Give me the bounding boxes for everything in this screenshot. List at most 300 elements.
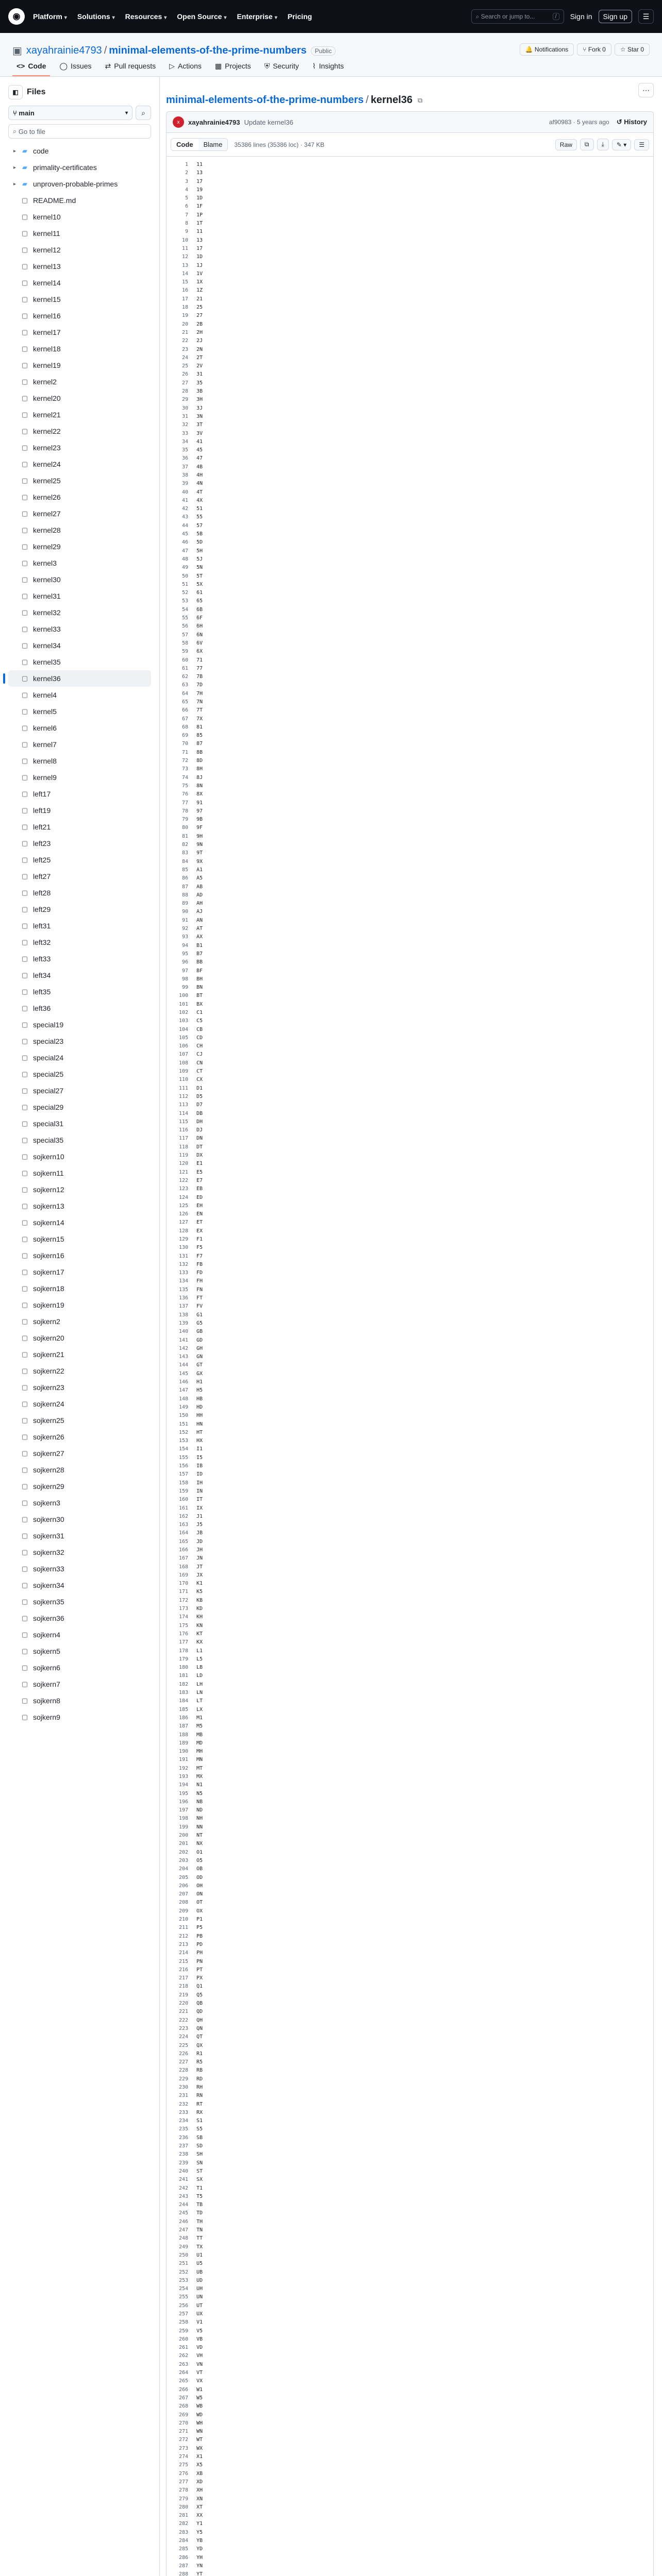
line-number[interactable]: 244 [178,2202,188,2208]
line-number[interactable]: 216 [178,1967,188,1973]
line-number[interactable]: 82 [181,842,188,848]
line-number[interactable]: 203 [178,1857,188,1863]
line-number[interactable]: 131 [178,1253,188,1259]
sidebar-file[interactable] [8,753,151,769]
line-number[interactable]: 75 [181,783,188,789]
line-number[interactable]: 191 [178,1757,188,1763]
line-number[interactable]: 151 [178,1421,188,1427]
sidebar-file[interactable] [8,1231,151,1247]
line-number[interactable]: 51 [181,581,188,587]
line-number[interactable]: 271 [178,2429,188,2435]
sidebar-file[interactable] [8,1462,151,1478]
sidebar-file[interactable] [8,1016,151,1033]
line-number[interactable]: 229 [178,2076,188,2082]
sidebar-file[interactable] [8,1511,151,1528]
more-options-icon[interactable]: ⋯ [638,83,654,97]
sidebar-file[interactable] [8,406,151,423]
line-number[interactable]: 20 [181,321,188,327]
sidebar-file[interactable] [8,637,151,654]
line-number[interactable]: 223 [178,2025,188,2031]
sidebar-file[interactable] [8,967,151,984]
line-number[interactable]: 171 [178,1589,188,1595]
line-number[interactable]: 286 [178,2554,188,2561]
line-number[interactable]: 137 [178,1303,188,1310]
line-number[interactable]: 54 [181,606,188,613]
line-number[interactable]: 90 [181,909,188,915]
sidebar-file[interactable] [8,1033,151,1049]
search-files-icon[interactable]: ⌕ [136,106,151,120]
line-number[interactable]: 93 [181,934,188,940]
line-number[interactable]: 65 [181,699,188,705]
line-number[interactable]: 155 [178,1454,188,1461]
sidebar-file[interactable] [8,604,151,621]
line-number[interactable]: 59 [181,649,188,655]
line-number[interactable]: 199 [178,1824,188,1830]
line-number[interactable]: 235 [178,2126,188,2132]
line-number[interactable]: 43 [181,514,188,520]
line-number[interactable]: 108 [178,1060,188,1066]
line-number[interactable]: 139 [178,1320,188,1326]
sidebar-file[interactable] [8,951,151,967]
branch-selector[interactable] [8,106,133,120]
sidebar-file[interactable] [8,258,151,275]
sidebar-file[interactable] [8,538,151,555]
line-number[interactable]: 217 [178,1975,188,1981]
line-number[interactable]: 114 [178,1110,188,1116]
line-number[interactable]: 76 [181,791,188,798]
line-number[interactable]: 177 [178,1639,188,1646]
line-number[interactable]: 232 [178,2101,188,2107]
line-number[interactable]: 265 [178,2378,188,2384]
line-number[interactable]: 66 [181,707,188,714]
line-number[interactable]: 237 [178,2143,188,2149]
line-number[interactable]: 37 [181,464,188,470]
line-number[interactable]: 64 [181,690,188,697]
line-number[interactable]: 152 [178,1429,188,1435]
line-number[interactable]: 134 [178,1278,188,1284]
line-number[interactable]: 89 [181,901,188,907]
line-number[interactable]: 128 [178,1228,188,1234]
sidebar-file[interactable] [8,456,151,472]
sidebar-file[interactable] [8,1429,151,1445]
line-number[interactable]: 94 [181,942,188,948]
line-number[interactable]: 231 [178,2093,188,2099]
line-number[interactable]: 120 [178,1161,188,1167]
line-number[interactable]: 268 [178,2403,188,2410]
line-number[interactable]: 33 [181,430,188,436]
line-number[interactable]: 179 [178,1656,188,1662]
line-number[interactable]: 122 [178,1177,188,1183]
sidebar-file[interactable] [8,1313,151,1330]
sidebar-file[interactable] [8,670,151,687]
line-number[interactable]: 165 [178,1538,188,1545]
line-number[interactable]: 255 [178,2294,188,2300]
tab-issues[interactable] [55,58,95,76]
line-number[interactable]: 224 [178,2034,188,2040]
line-number[interactable]: 279 [178,2496,188,2502]
sidebar-file[interactable] [8,1528,151,1544]
line-number[interactable]: 258 [178,2319,188,2326]
line-number[interactable]: 218 [178,1984,188,1990]
line-number[interactable]: 178 [178,1648,188,1654]
line-number[interactable]: 42 [181,506,188,512]
line-number[interactable]: 251 [178,2261,188,2267]
line-number[interactable]: 168 [178,1564,188,1570]
line-number[interactable]: 45 [181,531,188,537]
line-number[interactable]: 240 [178,2168,188,2174]
line-number[interactable]: 233 [178,2109,188,2115]
sidebar-file[interactable] [8,1330,151,1346]
line-number[interactable]: 156 [178,1463,188,1469]
line-number[interactable]: 125 [178,1202,188,1209]
sidebar-file[interactable] [8,324,151,341]
line-number[interactable]: 183 [178,1690,188,1696]
line-number[interactable]: 86 [181,875,188,882]
line-number[interactable]: 159 [178,1488,188,1494]
line-number[interactable]: 194 [178,1782,188,1788]
line-number[interactable]: 261 [178,2345,188,2351]
line-number[interactable]: 57 [181,632,188,638]
line-number[interactable]: 34 [181,438,188,445]
line-number[interactable]: 36 [181,455,188,462]
line-number[interactable]: 13 [181,262,188,268]
line-number[interactable]: 274 [178,2454,188,2460]
breadcrumb-repo-link[interactable]: minimal-elements-of-the-prime-numbers [166,94,364,106]
line-number[interactable]: 138 [178,1312,188,1318]
sidebar-file[interactable] [8,786,151,802]
sidebar-file[interactable] [8,1115,151,1132]
nav-item[interactable] [77,12,115,21]
line-number[interactable]: 17 [181,296,188,302]
nav-item[interactable] [125,12,167,21]
line-number[interactable]: 7 [185,212,188,218]
line-number[interactable]: 8 [185,221,188,227]
line-number[interactable]: 277 [178,2479,188,2485]
line-number[interactable]: 28 [181,388,188,395]
line-number[interactable]: 80 [181,825,188,831]
sidebar-file[interactable] [8,1000,151,1016]
line-number[interactable]: 222 [178,2017,188,2023]
line-number[interactable]: 180 [178,1665,188,1671]
line-number[interactable]: 243 [178,2193,188,2199]
raw-button[interactable]: Raw [555,139,577,150]
line-number[interactable]: 185 [178,1706,188,1713]
line-number[interactable]: 181 [178,1673,188,1679]
line-number[interactable]: 170 [178,1581,188,1587]
line-number[interactable]: 172 [178,1597,188,1603]
line-number[interactable]: 169 [178,1572,188,1578]
line-number[interactable]: 123 [178,1186,188,1192]
line-number[interactable]: 253 [178,2277,188,2283]
line-number[interactable]: 275 [178,2462,188,2468]
line-number[interactable]: 153 [178,1438,188,1444]
tab-code[interactable] [12,58,50,76]
line-number[interactable]: 67 [181,716,188,722]
search-input[interactable] [471,9,564,24]
line-number[interactable]: 47 [181,548,188,554]
line-number[interactable]: 175 [178,1622,188,1629]
line-number[interactable]: 81 [181,833,188,839]
line-number[interactable]: 236 [178,2134,188,2141]
line-number[interactable]: 193 [178,1774,188,1780]
symbols-panel-icon[interactable]: ☰ [634,139,649,150]
line-number[interactable]: 12 [181,254,188,260]
line-number[interactable]: 288 [178,2571,188,2576]
sidebar-file[interactable] [8,868,151,885]
line-number[interactable]: 136 [178,1295,188,1301]
line-number[interactable]: 263 [178,2361,188,2367]
sidebar-file[interactable] [8,308,151,324]
line-number[interactable]: 6 [185,204,188,210]
sidebar-file[interactable] [8,654,151,670]
line-number[interactable]: 18 [181,304,188,311]
line-number[interactable]: 26 [181,371,188,378]
line-number[interactable]: 2 [185,170,188,176]
line-number[interactable]: 22 [181,338,188,344]
line-number[interactable]: 238 [178,2151,188,2158]
line-number[interactable]: 121 [178,1169,188,1175]
sidebar-file[interactable] [8,736,151,753]
line-number[interactable]: 111 [178,1085,188,1091]
line-number[interactable]: 182 [178,1681,188,1687]
sidebar-file[interactable] [8,439,151,456]
sidebar-file[interactable] [8,555,151,571]
line-number[interactable]: 204 [178,1866,188,1872]
line-number[interactable]: 46 [181,539,188,546]
nav-item[interactable] [237,12,277,21]
sidebar-file[interactable] [8,720,151,736]
line-number[interactable]: 132 [178,1261,188,1267]
line-number[interactable]: 207 [178,1891,188,1897]
sidebar-file[interactable] [8,522,151,538]
line-number[interactable]: 214 [178,1950,188,1956]
sidebar-file[interactable] [8,1066,151,1082]
sidebar-folder[interactable] [8,159,151,176]
sidebar-file[interactable] [8,1396,151,1412]
line-number[interactable]: 118 [178,1144,188,1150]
line-number[interactable]: 16 [181,287,188,294]
line-number[interactable]: 77 [181,800,188,806]
line-number[interactable]: 30 [181,405,188,411]
line-number[interactable]: 254 [178,2286,188,2292]
line-number[interactable]: 147 [178,1387,188,1394]
line-number[interactable]: 72 [181,758,188,764]
sidebar-file[interactable] [8,1379,151,1396]
line-number[interactable]: 53 [181,598,188,604]
sidebar-file[interactable] [8,1148,151,1165]
line-number[interactable]: 106 [178,1043,188,1049]
line-number[interactable]: 19 [181,313,188,319]
download-icon[interactable]: ⤓ [597,139,609,150]
line-number[interactable]: 50 [181,573,188,579]
line-number[interactable]: 158 [178,1480,188,1486]
line-number[interactable]: 110 [178,1077,188,1083]
line-number[interactable]: 84 [181,858,188,865]
sidebar-file[interactable] [8,390,151,406]
line-number[interactable]: 206 [178,1883,188,1889]
sidebar-file[interactable] [8,1561,151,1577]
line-number[interactable]: 115 [178,1118,188,1125]
sidebar-collapse-icon[interactable]: ◧ [8,85,23,99]
notifications-button[interactable]: 🔔 Notifications [520,43,574,56]
line-number[interactable]: 103 [178,1018,188,1024]
line-number[interactable]: 270 [178,2420,188,2426]
line-number[interactable]: 117 [178,1136,188,1142]
line-number[interactable]: 211 [178,1925,188,1931]
line-number[interactable]: 58 [181,640,188,646]
line-number[interactable]: 116 [178,1127,188,1133]
line-number[interactable]: 196 [178,1799,188,1805]
line-number[interactable]: 9 [185,229,188,235]
tab-pull-requests[interactable] [101,58,160,76]
line-number[interactable]: 267 [178,2395,188,2401]
line-number[interactable]: 119 [178,1153,188,1159]
sidebar-file[interactable] [8,1626,151,1643]
line-number[interactable]: 10 [181,237,188,243]
sidebar-file[interactable] [8,1363,151,1379]
line-number[interactable]: 248 [178,2235,188,2242]
nav-item[interactable] [33,12,67,21]
line-number[interactable]: 187 [178,1723,188,1730]
line-number[interactable]: 109 [178,1069,188,1075]
line-number[interactable]: 209 [178,1908,188,1914]
sidebar-file[interactable] [8,1181,151,1198]
sidebar-file[interactable] [8,1214,151,1231]
history-button[interactable]: ↺ History [616,118,647,126]
line-number[interactable]: 190 [178,1749,188,1755]
tab-security[interactable] [260,58,303,76]
sidebar-file[interactable] [8,1676,151,1692]
line-number[interactable]: 162 [178,1513,188,1519]
line-number[interactable]: 100 [178,993,188,999]
line-number[interactable]: 35 [181,447,188,453]
line-number[interactable]: 133 [178,1270,188,1276]
commit-message[interactable]: Update kernel36 [244,118,293,126]
line-number[interactable]: 282 [178,2521,188,2527]
line-number[interactable]: 287 [178,2563,188,2569]
line-number[interactable]: 280 [178,2504,188,2510]
line-number[interactable]: 221 [178,2009,188,2015]
sidebar-file[interactable] [8,1478,151,1495]
sidebar-file[interactable] [8,1709,151,1725]
line-number[interactable]: 167 [178,1555,188,1562]
line-number[interactable]: 29 [181,397,188,403]
sidebar-file[interactable] [8,357,151,374]
line-number[interactable]: 135 [178,1286,188,1293]
line-number[interactable]: 157 [178,1471,188,1478]
sidebar-file[interactable] [8,1132,151,1148]
sidebar-file[interactable] [8,835,151,852]
line-number[interactable]: 92 [181,926,188,932]
line-number[interactable]: 126 [178,1211,188,1217]
line-number[interactable]: 246 [178,2218,188,2225]
sidebar-file[interactable] [8,192,151,209]
line-number[interactable]: 25 [181,363,188,369]
sidebar-file[interactable] [8,588,151,604]
sidebar-file[interactable] [8,802,151,819]
line-number[interactable]: 87 [181,884,188,890]
star-button[interactable]: ☆ Star 0 [615,43,650,56]
line-number[interactable]: 69 [181,733,188,739]
sidebar-file[interactable] [8,291,151,308]
sidebar-file[interactable] [8,918,151,934]
sidebar-file[interactable] [8,1297,151,1313]
line-number[interactable]: 250 [178,2252,188,2258]
line-number[interactable]: 83 [181,850,188,856]
line-number[interactable]: 102 [178,1009,188,1015]
line-number[interactable]: 49 [181,565,188,571]
line-number[interactable]: 113 [178,1102,188,1108]
line-number[interactable]: 61 [181,665,188,671]
line-number[interactable]: 149 [178,1404,188,1410]
line-number[interactable]: 130 [178,1245,188,1251]
edit-icon[interactable]: ✎ ▾ [612,139,631,150]
sidebar-file[interactable] [8,1099,151,1115]
sidebar-file[interactable] [8,1264,151,1280]
sidebar-file[interactable] [8,984,151,1000]
line-number[interactable]: 276 [178,2470,188,2477]
line-number[interactable]: 220 [178,2001,188,2007]
line-number[interactable]: 62 [181,674,188,680]
line-number[interactable]: 245 [178,2210,188,2216]
line-number[interactable]: 11 [181,245,188,251]
line-number[interactable]: 154 [178,1446,188,1452]
sidebar-file[interactable] [8,1577,151,1594]
line-number[interactable]: 225 [178,2042,188,2048]
sidebar-file[interactable] [8,225,151,242]
line-number[interactable]: 200 [178,1833,188,1839]
line-number[interactable]: 143 [178,1354,188,1360]
sidebar-file[interactable] [8,1247,151,1264]
tab-projects[interactable] [211,58,255,76]
line-number[interactable]: 278 [178,2487,188,2494]
line-number[interactable]: 249 [178,2244,188,2250]
line-number[interactable]: 23 [181,346,188,352]
sidebar-file[interactable] [8,687,151,703]
line-number[interactable]: 197 [178,1807,188,1814]
line-number[interactable]: 226 [178,2050,188,2057]
sidebar-file[interactable] [8,1610,151,1626]
line-number[interactable]: 3 [185,178,188,184]
line-number[interactable]: 160 [178,1497,188,1503]
line-number[interactable]: 173 [178,1606,188,1612]
line-number[interactable]: 40 [181,489,188,495]
sidebar-file[interactable] [8,1445,151,1462]
sidebar-file[interactable] [8,1412,151,1429]
line-number[interactable]: 219 [178,1992,188,1998]
sidebar-file[interactable] [8,275,151,291]
sidebar-file[interactable] [8,571,151,588]
line-number[interactable]: 129 [178,1236,188,1242]
sidebar-file[interactable] [8,1082,151,1099]
nav-item[interactable] [288,12,312,21]
sidebar-file[interactable] [8,374,151,390]
line-number[interactable]: 192 [178,1765,188,1771]
sidebar-file[interactable] [8,1659,151,1676]
line-number[interactable]: 213 [178,1941,188,1947]
line-number[interactable]: 39 [181,481,188,487]
repo-owner-link[interactable]: xayahrainie4793 [26,45,102,56]
line-number[interactable]: 257 [178,2311,188,2317]
github-logo-icon[interactable]: ◉ [8,8,25,25]
line-number[interactable]: 48 [181,556,188,562]
sidebar-file[interactable] [8,901,151,918]
line-number[interactable]: 85 [181,867,188,873]
line-number[interactable]: 105 [178,1035,188,1041]
line-number[interactable]: 5 [185,195,188,201]
line-number[interactable]: 174 [178,1614,188,1620]
line-number[interactable]: 21 [181,329,188,335]
